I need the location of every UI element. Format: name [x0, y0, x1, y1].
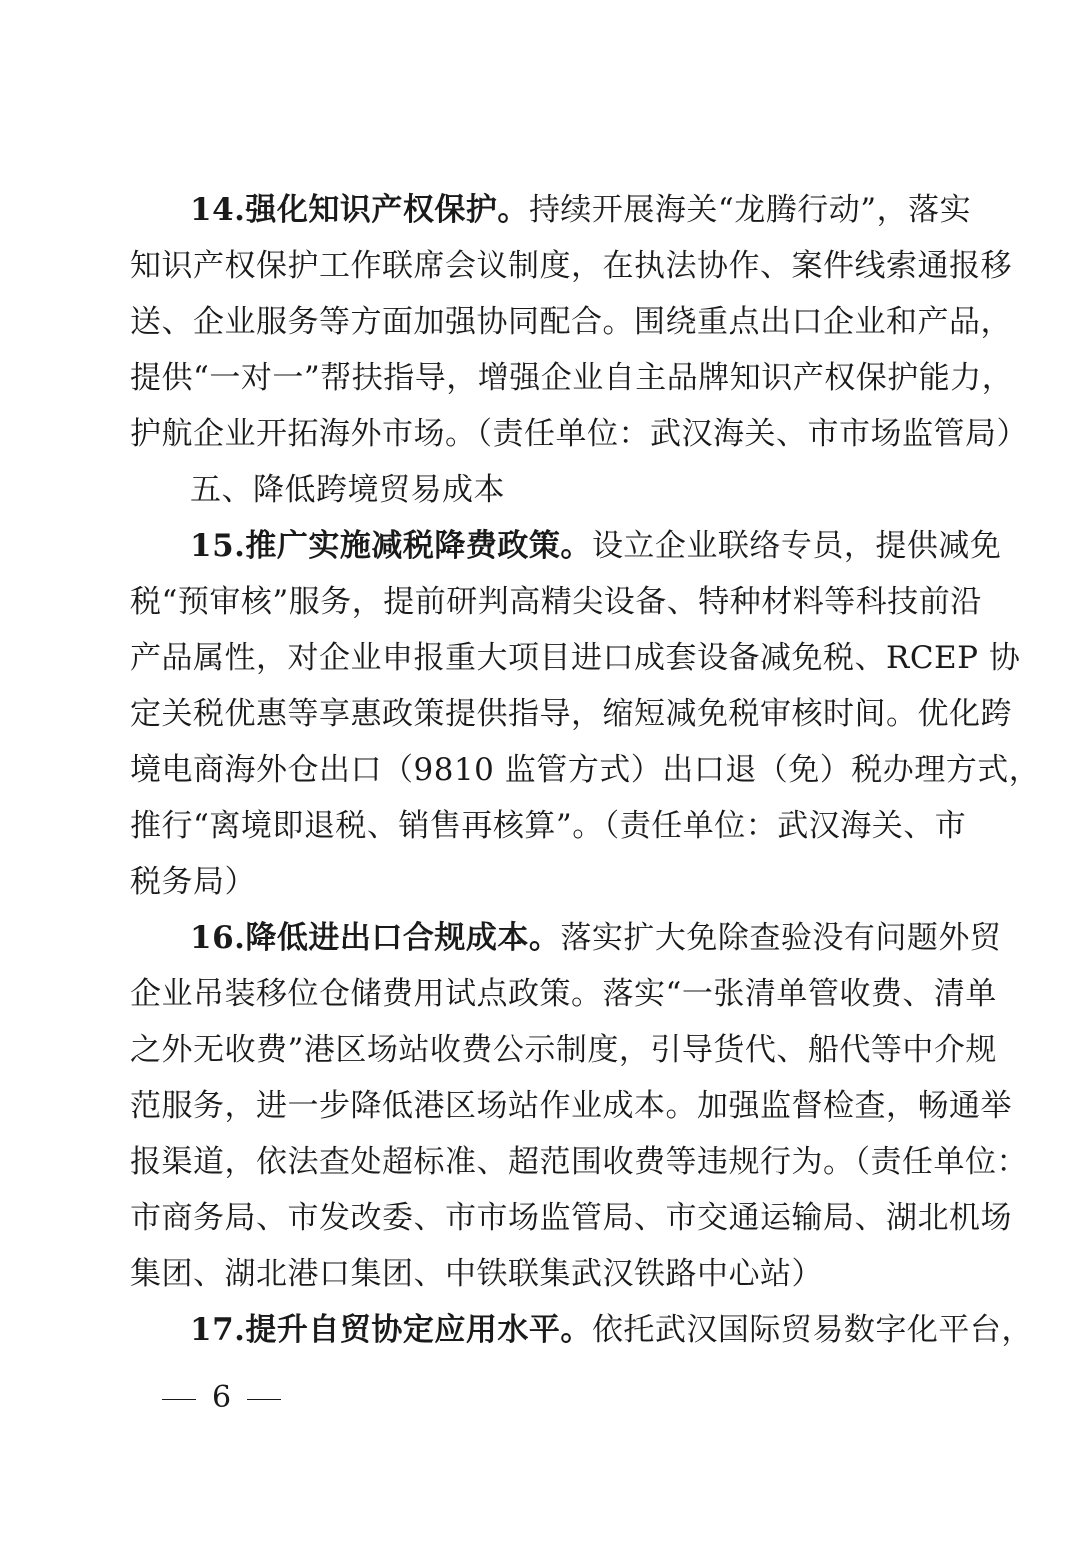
page-number: 6: [212, 1380, 232, 1415]
para-15-line-3: 产品属性，对企业申报重大项目进口成套设备减免税、RCEP 协: [130, 640, 1021, 676]
para-15-line-2: 税“预审核”服务，提前研判高精尖设备、特种材料等科技前沿: [130, 584, 982, 620]
para-17-line-1: [190, 1310, 1033, 1350]
para-17-line-1-text: 依托武汉国际贸易数字化平台，: [591, 1312, 1033, 1348]
para-16-line-4: 范服务，进一步降低港区场站作业成本。加强监督检查，畅通举: [130, 1088, 1012, 1124]
para-15-line-5: 境电商海外仓出口（9810 监管方式）出口退（免）税办理方式，: [130, 752, 1041, 788]
para-14-line-2: 知识产权保护工作联席会议制度，在执法协作、案件线索通报移: [130, 248, 1012, 284]
para-15-title: 15.推广实施减税降费政策。: [190, 528, 592, 564]
section-heading: 五、降低跨境贸易成本: [190, 472, 505, 508]
para-14-line-3: 送、企业服务等方面加强协同配合。围绕重点出口企业和产品，: [130, 304, 1012, 340]
para-16-line-6: 市商务局、市发改委、市市场监管局、市交通运输局、湖北机场: [130, 1200, 1012, 1236]
para-15-line-7: 税务局）: [130, 864, 256, 900]
para-15-line-6: 推行“离境即退税、销售再核算”。（责任单位：武汉海关、市: [130, 808, 967, 844]
para-16-line-1-text: 落实扩大免除查验没有问题外贸: [560, 920, 1002, 956]
para-16-line-1: [190, 918, 1002, 958]
para-16-line-2: 企业吊装移位仓储费用试点政策。落实“一张清单管收费、清单: [130, 976, 997, 1012]
footer-dash-right: [247, 1399, 281, 1400]
para-14-line-1-text: 持续开展海关“龙腾行动”，落实: [528, 192, 972, 228]
para-15-line-4: 定关税优惠等享惠政策提供指导，缩短减免税审核时间。优化跨: [130, 696, 1012, 732]
page-footer: [162, 1378, 281, 1418]
para-14-line-4: 提供“一对一”帮扶指导，增强企业自主品牌知识产权保护能力，: [130, 360, 1014, 396]
para-16-line-3: 之外无收费”港区场站收费公示制度，引导货代、船代等中介规: [130, 1032, 997, 1068]
para-16-line-5: 报渠道，依法查处超标准、超范围收费等违规行为。（责任单位：: [130, 1144, 1028, 1180]
para-15-line-1: [190, 526, 1002, 566]
para-14-line-5: 护航企业开拓海外市场。（责任单位：武汉海关、市市场监管局）: [130, 416, 1028, 452]
para-14-title: 14.强化知识产权保护。: [190, 192, 529, 228]
para-16-line-7: 集团、湖北港口集团、中铁联集武汉铁路中心站）: [130, 1256, 823, 1292]
footer-dash-left: [162, 1399, 196, 1400]
para-17-title: 17.提升自贸协定应用水平。: [190, 1312, 592, 1348]
para-14-line-1: [190, 190, 972, 230]
para-16-title: 16.降低进出口合规成本。: [190, 920, 561, 956]
para-15-line-1-text: 设立企业联络专员，提供减免: [591, 528, 1002, 564]
